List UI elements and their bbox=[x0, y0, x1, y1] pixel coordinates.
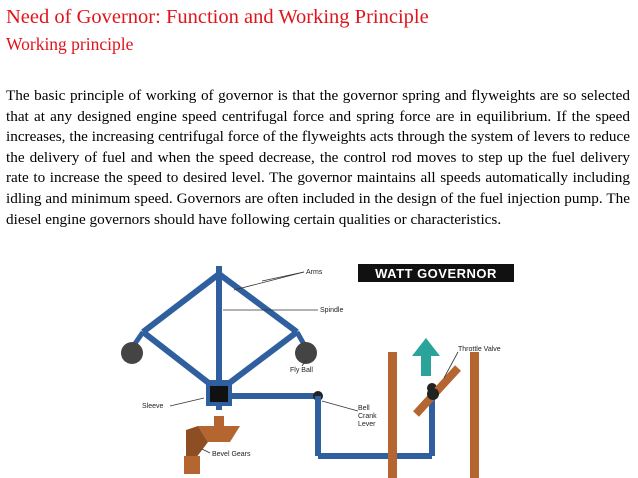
bevel-gear-hub bbox=[214, 416, 224, 426]
watt-governor-diagram bbox=[0, 260, 638, 478]
lower-arm-left bbox=[143, 332, 210, 384]
bevel-gear-shaft bbox=[184, 456, 200, 474]
label-sleeve: Sleeve bbox=[142, 403, 164, 410]
label-spindle: Spindle bbox=[320, 307, 344, 314]
label-arms: Arms bbox=[306, 269, 323, 276]
heading-text: WATT GOVERNOR bbox=[375, 266, 497, 281]
slide-subtitle: Working principle bbox=[6, 34, 134, 54]
sleeve-collar bbox=[210, 386, 228, 402]
watt-governor-heading bbox=[358, 264, 514, 282]
label-throttle-valve: Throttle Valve bbox=[458, 346, 501, 353]
bell-crank-leader bbox=[322, 401, 358, 411]
body-paragraph: The basic principle of working of governor is that the governor spring and flyweights are so selected that at any designed engine speed centrifugal force and spring force are in equilibrium. If the speed increases, the increasing centrifugal force of the flyweights acts through the system of levers to reduce the delivery of fuel and when the speed decrease, the control rod moves to step up the fuel delivery rate to increase the speed to desired level. The governor maintains all speeds automatically including idling and minimum speed. Governors are often included in the design of the fuel injection pump. The diesel engine governors should have following certain qualities or characteristics. bbox=[6, 87, 630, 228]
arms-leader-2 bbox=[234, 272, 304, 290]
throttle-valve-pivot bbox=[427, 388, 439, 400]
lower-arm-right bbox=[228, 332, 297, 384]
label-fly-ball: Fly Ball bbox=[290, 367, 313, 374]
upper-arm-left bbox=[143, 274, 219, 332]
label-lever: Lever bbox=[358, 421, 376, 428]
flow-arrow bbox=[412, 338, 440, 376]
fly-ball-left bbox=[121, 342, 143, 364]
upper-arm-right bbox=[219, 274, 297, 332]
slide-title: Need of Governor: Function and Working Principle bbox=[6, 6, 429, 28]
pipe-right bbox=[470, 352, 479, 478]
label-bevel-gears: Bevel Gears bbox=[212, 451, 251, 458]
label-bell: Bell bbox=[358, 405, 370, 412]
sleeve-leader bbox=[170, 398, 204, 406]
bevel-gears-leader bbox=[202, 449, 210, 453]
pipe-left bbox=[388, 352, 397, 478]
label-crank: Crank bbox=[358, 413, 377, 420]
